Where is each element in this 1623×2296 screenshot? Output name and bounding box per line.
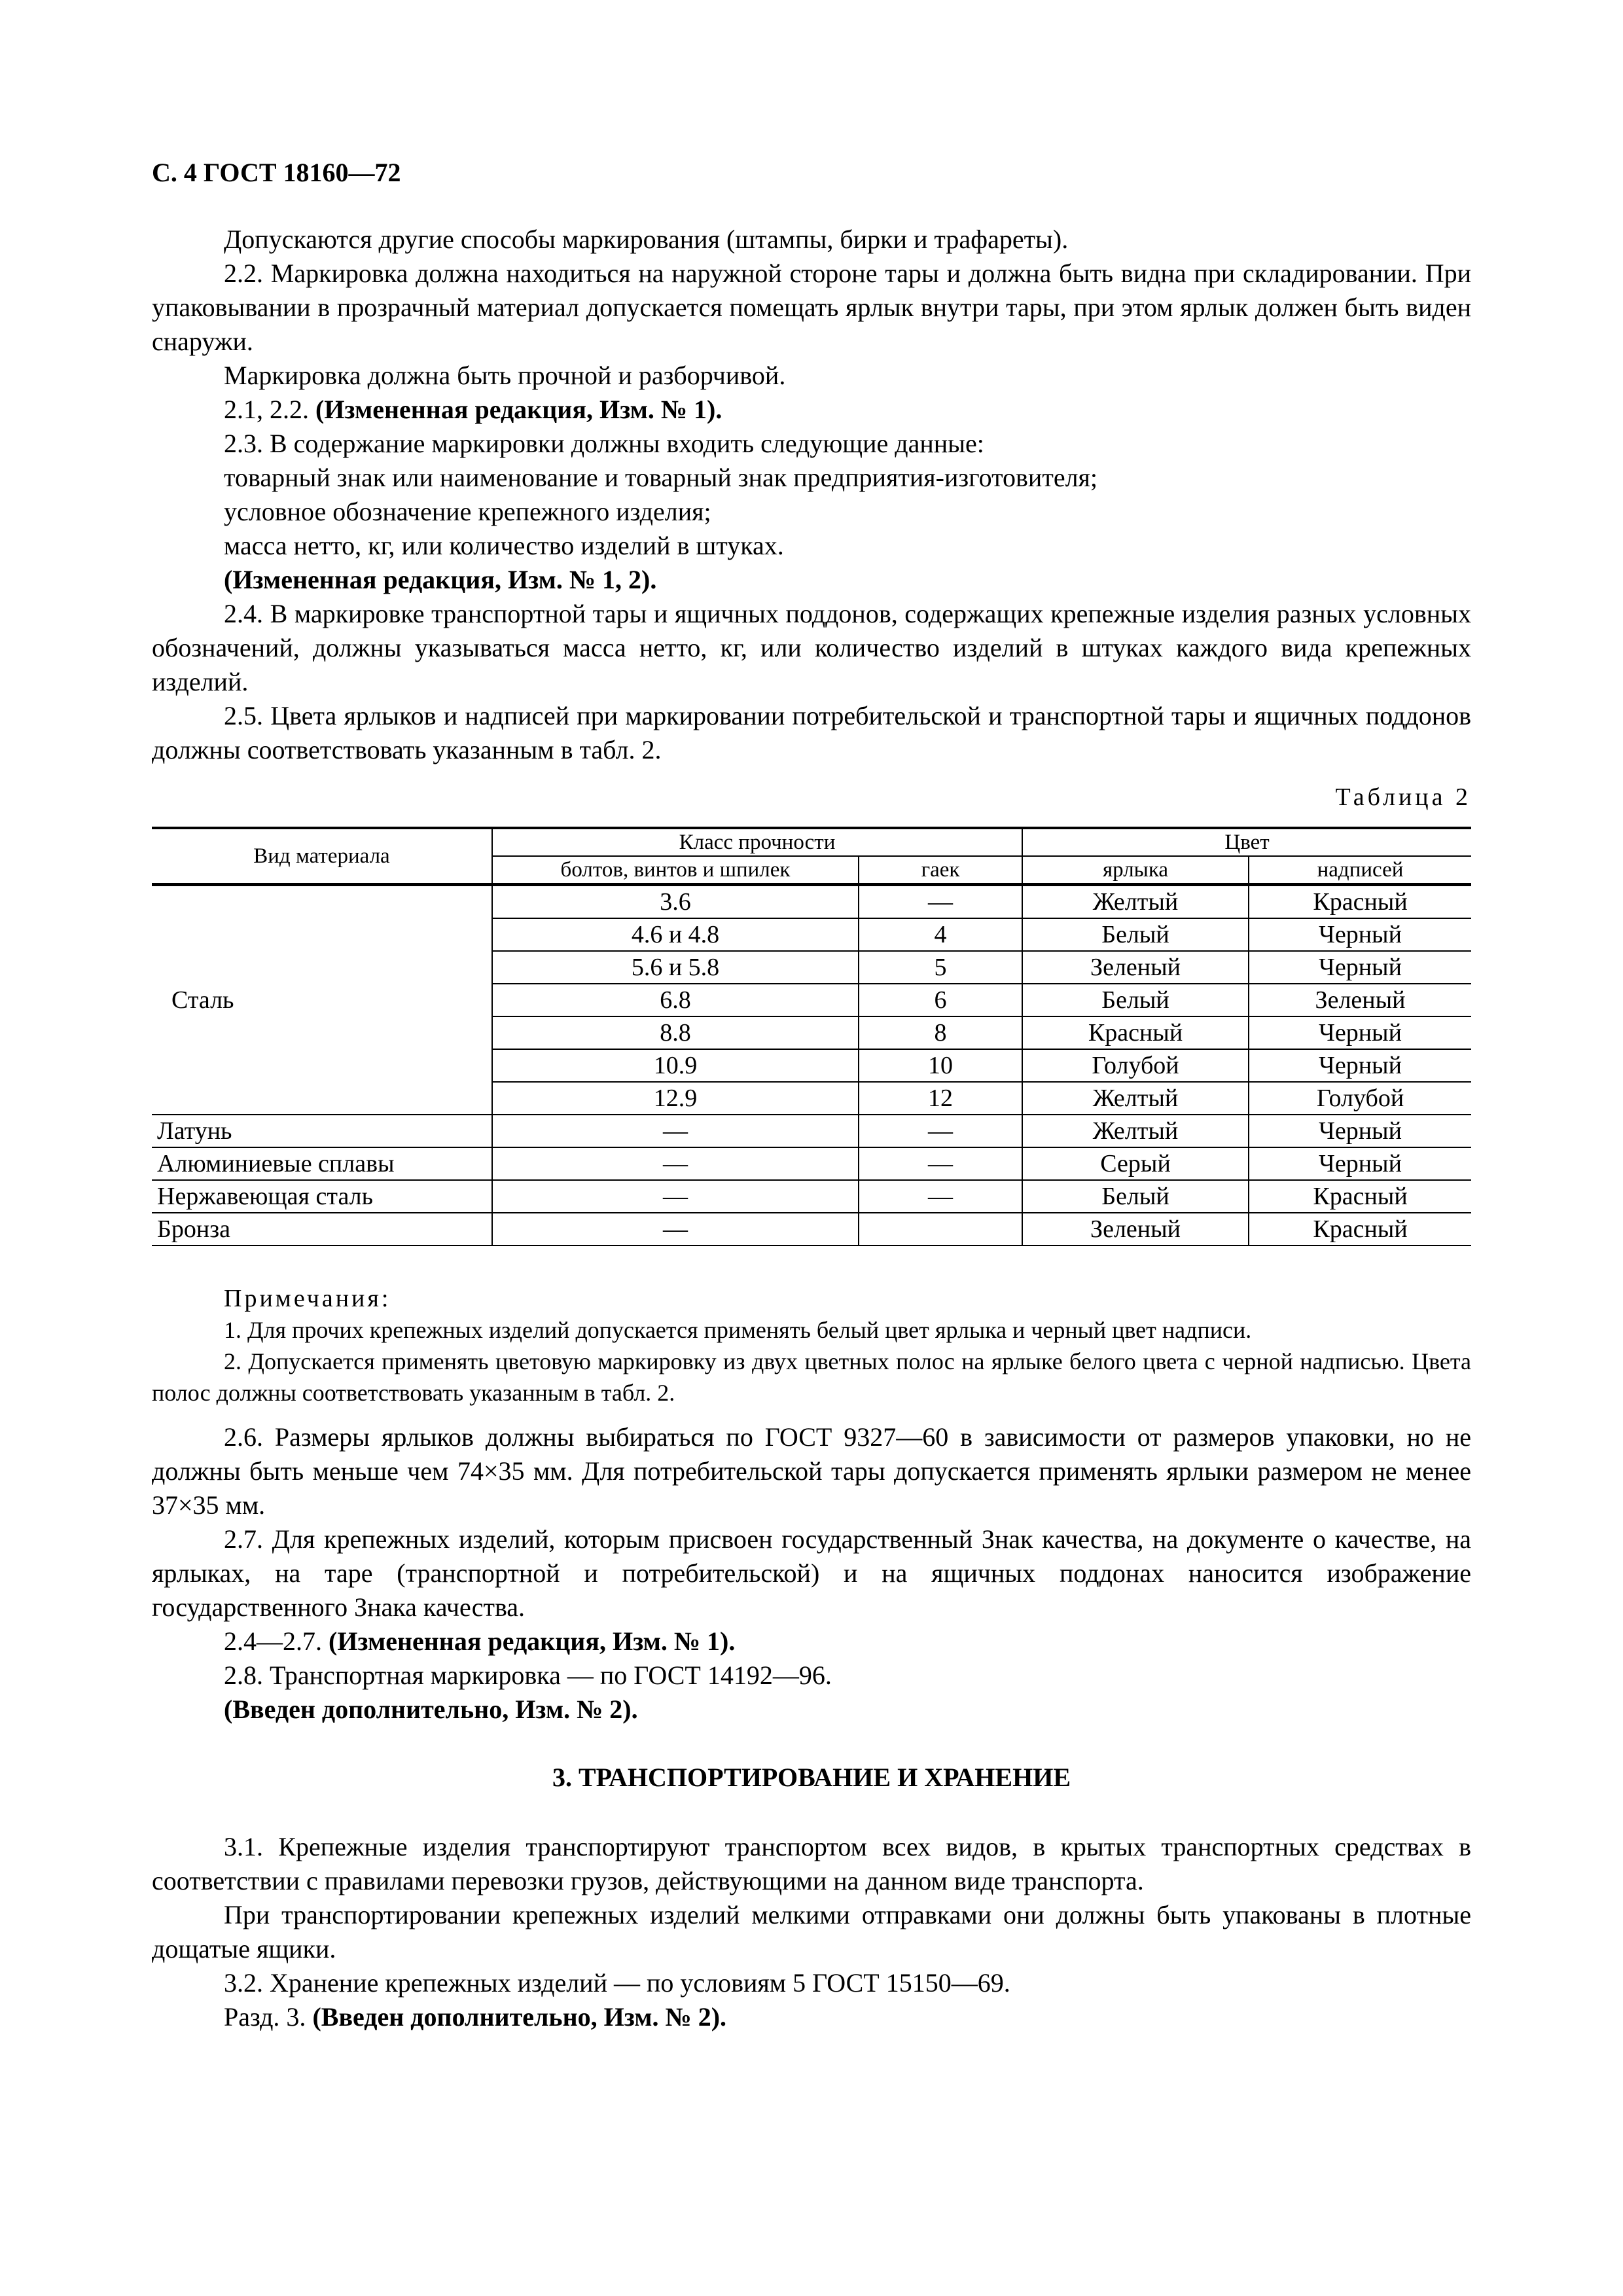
- section-2-continued: [152, 1420, 1471, 1727]
- col-header-inscription: надписей: [1249, 856, 1471, 885]
- color-marking-table: [152, 827, 1471, 1246]
- paragraph-3-1: 3.1. Крепежные изделия транспортируют транспортом всех видов, в крытых транспортных средствах в соответствии с правилами перевозки грузов, действующими на данном виде транспорта.: [152, 1832, 1471, 1895]
- notes-title: Примечания:: [224, 1285, 391, 1312]
- label-color-cell: Серый: [1022, 1147, 1249, 1180]
- bolts-cell: 12.9: [492, 1082, 859, 1115]
- section-2-marking: [152, 223, 1471, 767]
- col-header-color: Цвет: [1022, 828, 1471, 856]
- material-cell: Нержавеющая сталь: [152, 1180, 492, 1213]
- paragraph-2-7: 2.7. Для крепежных изделий, которым присвоен государственный Знак качества, на документе о качестве, на ярлыках, на таре (транспортной и потребительской) и на ящичных поддонах наносится изображение государственного Знака качества.: [152, 1524, 1471, 1622]
- amendment-note: 2.1, 2.2. (Измененная редакция, Изм. № 1).: [224, 395, 722, 424]
- section-3-title: 3. ТРАНСПОРТИРОВАНИЕ И ХРАНЕНИЕ: [552, 1763, 1071, 1792]
- list-item: масса нетто, кг, или количество изделий в штуках.: [224, 531, 784, 560]
- inscription-color-cell: Черный: [1249, 1147, 1471, 1180]
- table-notes: [152, 1283, 1471, 1408]
- nuts-cell: 6: [859, 984, 1022, 1016]
- list-item: условное обозначение крепежного изделия;: [224, 497, 711, 526]
- paragraph-2-6: 2.6. Размеры ярлыков должны выбираться по ГОСТ 9327—60 в зависимости от размеров упаковки, но не должны быть меньше чем 74×35 мм. Для потребительской тары допускается применять ярлыки размером не менее 37×35 мм.: [152, 1422, 1471, 1520]
- bolts-cell: —: [492, 1115, 859, 1147]
- col-header-nuts: гаек: [859, 856, 1022, 885]
- bolts-cell: 10.9: [492, 1049, 859, 1082]
- paragraph: Допускаются другие способы маркирования (штампы, бирки и трафареты).: [224, 224, 1069, 254]
- bolts-cell: —: [492, 1147, 859, 1180]
- paragraph-2-8: 2.8. Транспортная маркировка — по ГОСТ 14192—96.: [224, 1660, 832, 1690]
- table-row: [152, 1147, 1471, 1180]
- paragraph-2-4: 2.4. В маркировке транспортной тары и ящичных поддонов, содержащих крепежные изделия разных условных обозначений, должны указываться масса нетто, кг, или количество изделий в штуках каждого вида крепежных изделий.: [152, 599, 1471, 696]
- nuts-cell: —: [859, 1180, 1022, 1213]
- material-cell: Латунь: [152, 1115, 492, 1147]
- amendment-note: (Введен дополнительно, Изм. № 2).: [224, 1695, 638, 1724]
- nuts-cell: 12: [859, 1082, 1022, 1115]
- label-color-cell: Белый: [1022, 1180, 1249, 1213]
- table-row: [152, 1180, 1471, 1213]
- paragraph: При транспортировании крепежных изделий мелкими отправками они должны быть упакованы в плотные дощатые ящики.: [152, 1900, 1471, 1964]
- label-color-cell: Желтый: [1022, 885, 1249, 919]
- label-color-cell: Голубой: [1022, 1049, 1249, 1082]
- section-3-transport: [152, 1830, 1471, 2034]
- amendment-note: (Измененная редакция, Изм. № 1, 2).: [224, 565, 657, 594]
- list-item: товарный знак или наименование и товарный знак предприятия-изготовителя;: [224, 463, 1098, 492]
- nuts-cell: —: [859, 1147, 1022, 1180]
- nuts-cell: 8: [859, 1016, 1022, 1049]
- bolts-cell: 8.8: [492, 1016, 859, 1049]
- bolts-cell: —: [492, 1213, 859, 1246]
- page-header: С. 4 ГОСТ 18160—72: [152, 158, 401, 187]
- bolts-cell: 5.6 и 5.8: [492, 951, 859, 984]
- amendment-note: 2.4—2.7. (Измененная редакция, Изм. № 1).: [224, 1626, 736, 1656]
- inscription-color-cell: Черный: [1249, 951, 1471, 984]
- inscription-color-cell: Зеленый: [1249, 984, 1471, 1016]
- inscription-color-cell: Красный: [1249, 885, 1471, 919]
- inscription-color-cell: Черный: [1249, 1049, 1471, 1082]
- table-row: [152, 1213, 1471, 1246]
- nuts-cell: [859, 1213, 1022, 1246]
- nuts-cell: —: [859, 885, 1022, 919]
- label-color-cell: Белый: [1022, 984, 1249, 1016]
- label-color-cell: Желтый: [1022, 1082, 1249, 1115]
- paragraph-2-5: 2.5. Цвета ярлыков и надписей при маркировании потребительской и транспортной тары и ящичных поддонов должны соответствовать указанным в табл. 2.: [152, 701, 1471, 764]
- amendment-note: Разд. 3. (Введен дополнительно, Изм. № 2).: [224, 2002, 727, 2032]
- inscription-color-cell: Красный: [1249, 1180, 1471, 1213]
- note-1: 1. Для прочих крепежных изделий допускается применять белый цвет ярлыка и черный цвет надписи.: [224, 1317, 1252, 1343]
- bolts-cell: 3.6: [492, 885, 859, 919]
- inscription-color-cell: Черный: [1249, 1115, 1471, 1147]
- note-2: 2. Допускается применять цветовую маркировку из двух цветных полос на ярлыке белого цвета с черной надписью. Цвета полос должны соответствовать указанным в табл. 2.: [152, 1348, 1471, 1406]
- inscription-color-cell: Черный: [1249, 1016, 1471, 1049]
- label-color-cell: Зеленый: [1022, 1213, 1249, 1246]
- paragraph-3-2: 3.2. Хранение крепежных изделий — по условиям 5 ГОСТ 15150—69.: [224, 1968, 1010, 1998]
- nuts-cell: —: [859, 1115, 1022, 1147]
- table-row: [152, 1115, 1471, 1147]
- paragraph: Маркировка должна быть прочной и разборчивой.: [224, 361, 786, 390]
- label-color-cell: Зеленый: [1022, 951, 1249, 984]
- bolts-cell: 6.8: [492, 984, 859, 1016]
- col-header-strength-class: Класс прочности: [492, 828, 1022, 856]
- paragraph-2-3: 2.3. В содержание маркировки должны входить следующие данные:: [224, 429, 984, 458]
- table-row: [152, 885, 1471, 919]
- label-color-cell: Желтый: [1022, 1115, 1249, 1147]
- material-cell: Бронза: [152, 1213, 492, 1246]
- bolts-cell: —: [492, 1180, 859, 1213]
- table-body: [152, 885, 1471, 1246]
- paragraph-2-2: 2.2. Маркировка должна находиться на наружной стороне тары и должна быть видна при складировании. При упаковывании в прозрачный материал допускается помещать ярлык внутри тары, при этом ярлык должен быть виден снаружи.: [152, 259, 1471, 356]
- nuts-cell: 4: [859, 918, 1022, 951]
- inscription-color-cell: Черный: [1249, 918, 1471, 951]
- nuts-cell: 10: [859, 1049, 1022, 1082]
- col-header-material: Вид материала: [152, 828, 492, 885]
- col-header-bolts: болтов, винтов и шпилек: [492, 856, 859, 885]
- label-color-cell: Белый: [1022, 918, 1249, 951]
- table-caption: Таблица 2: [1335, 783, 1471, 811]
- material-cell: Сталь: [152, 885, 492, 1115]
- material-cell: Алюминиевые сплавы: [152, 1147, 492, 1180]
- col-header-label: ярлыка: [1022, 856, 1249, 885]
- inscription-color-cell: Красный: [1249, 1213, 1471, 1246]
- inscription-color-cell: Голубой: [1249, 1082, 1471, 1115]
- nuts-cell: 5: [859, 951, 1022, 984]
- label-color-cell: Красный: [1022, 1016, 1249, 1049]
- bolts-cell: 4.6 и 4.8: [492, 918, 859, 951]
